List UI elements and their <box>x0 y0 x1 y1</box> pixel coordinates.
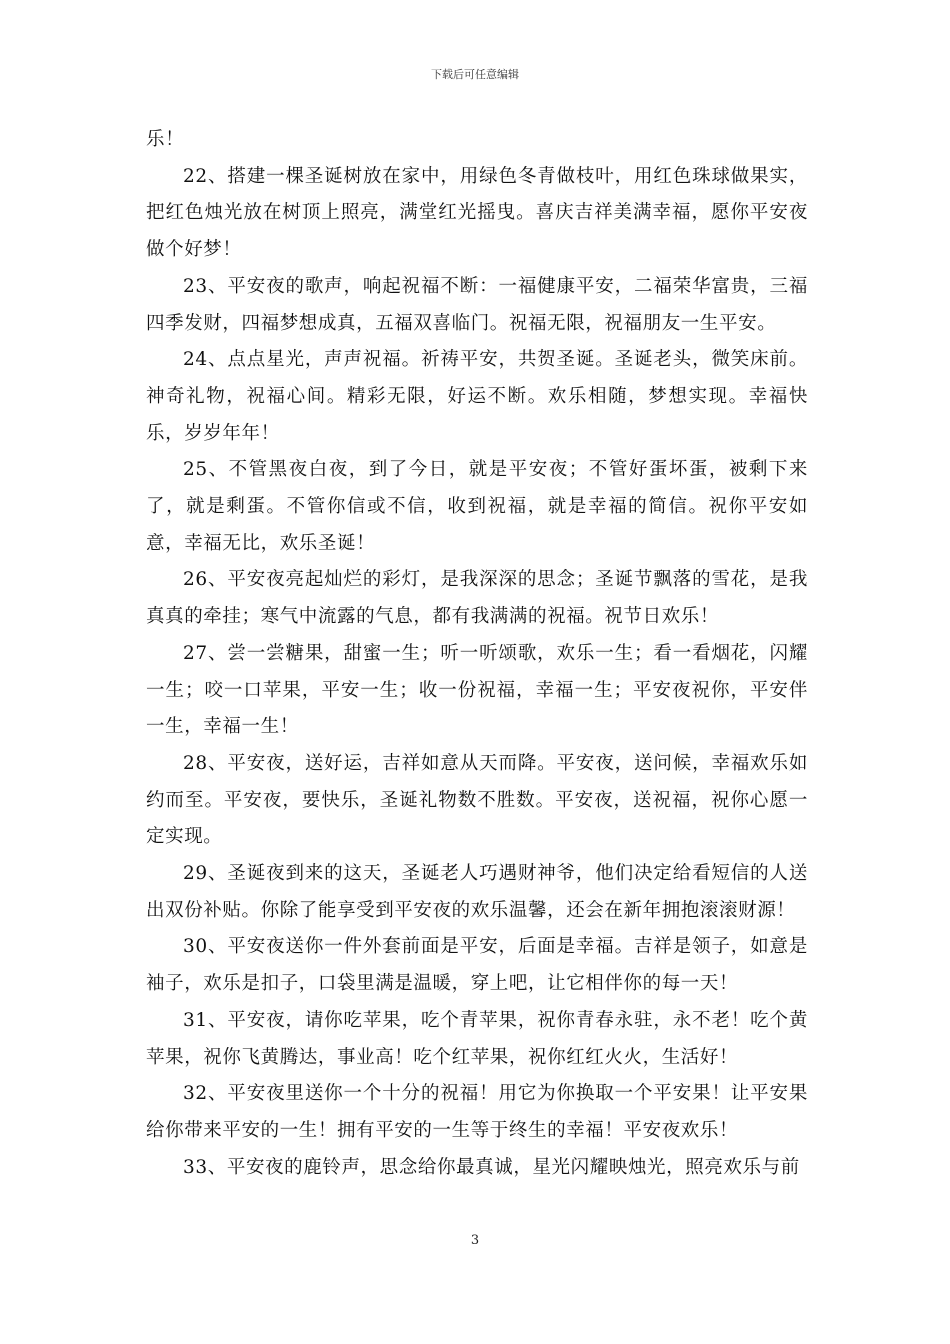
greeting-paragraph-29: 29、圣诞夜到来的这天，圣诞老人巧遇财神爷，他们决定给看短信的人送出双份补贴。你除了能享受到平安夜的欢乐温馨，还会在新年拥抱滚滚财源！ <box>146 863 808 921</box>
greeting-paragraph-24: 24、点点星光，声声祝福。祈祷平安，共贺圣诞。圣诞老头，微笑床前。神奇礼物，祝福心间。精彩无限，好运不断。欢乐相随，梦想实现。幸福快乐，岁岁年年！ <box>146 349 808 444</box>
greeting-paragraph-31: 31、平安夜，请你吃苹果，吃个青苹果，祝你青春永驻，永不老！吃个黄苹果，祝你飞黄腾达，事业高！吃个红苹果，祝你红红火火，生活好！ <box>146 1009 808 1068</box>
greeting-paragraph-30: 30、平安夜送你一件外套前面是平安，后面是幸福。吉祥是领子，如意是袖子，欢乐是扣子，口袋里满是温暖，穿上吧，让它相伴你的每一天！ <box>146 936 808 995</box>
greeting-paragraph-25: 25、不管黑夜白夜，到了今日，就是平安夜；不管好蛋坏蛋，被剩下来了，就是剩蛋。不管你信或不信，收到祝福，就是幸福的简信。祝你平安如意，幸福无比，欢乐圣诞！ <box>146 459 808 554</box>
document-body <box>146 122 808 1186</box>
greeting-paragraph-28: 28、平安夜，送好运，吉祥如意从天而降。平安夜，送问候，幸福欢乐如约而至。平安夜，要快乐，圣诞礼物数不胜数。平安夜，送祝福，祝你心愿一定实现。 <box>146 752 808 848</box>
greeting-paragraph-26: 26、平安夜亮起灿烂的彩灯，是我深深的思念；圣诞节飘落的雪花，是我真真的牵挂；寒气中流露的气息，都有我满满的祝福。祝节日欢乐！ <box>146 569 808 628</box>
continued-paragraph: 乐！ <box>146 129 185 150</box>
greeting-paragraph-23: 23、平安夜的歌声，响起祝福不断：一福健康平安，二福荣华富贵，三福四季发财，四福梦想成真，五福双喜临门。祝福无限，祝福朋友一生平安。 <box>146 275 808 334</box>
greeting-paragraph-32: 32、平安夜里送你一个十分的祝福！用它为你换取一个平安果！让平安果给你带来平安的一生！拥有平安的一生等于终生的幸福！平安夜欢乐！ <box>146 1083 808 1141</box>
greeting-paragraph-27: 27、尝一尝糖果，甜蜜一生；听一听颂歌，欢乐一生；看一看烟花，闪耀一生；咬一口苹果，平安一生；收一份祝福，幸福一生；平安夜祝你，平安伴一生，幸福一生！ <box>146 642 808 738</box>
page-number: 3 <box>470 1233 480 1248</box>
page-header: 下载后可任意编辑 <box>431 68 519 81</box>
greeting-paragraph-33: 33、平安夜的鹿铃声，思念给你最真诚，星光闪耀映烛光，照亮欢乐与前 <box>183 1156 800 1178</box>
greeting-paragraph-22: 22、搭建一棵圣诞树放在家中，用绿色冬青做枝叶，用红色珠球做果实，把红色烛光放在树顶上照亮，满堂红光摇曳。喜庆吉祥美满幸福，愿你平安夜做个好梦！ <box>146 165 808 261</box>
